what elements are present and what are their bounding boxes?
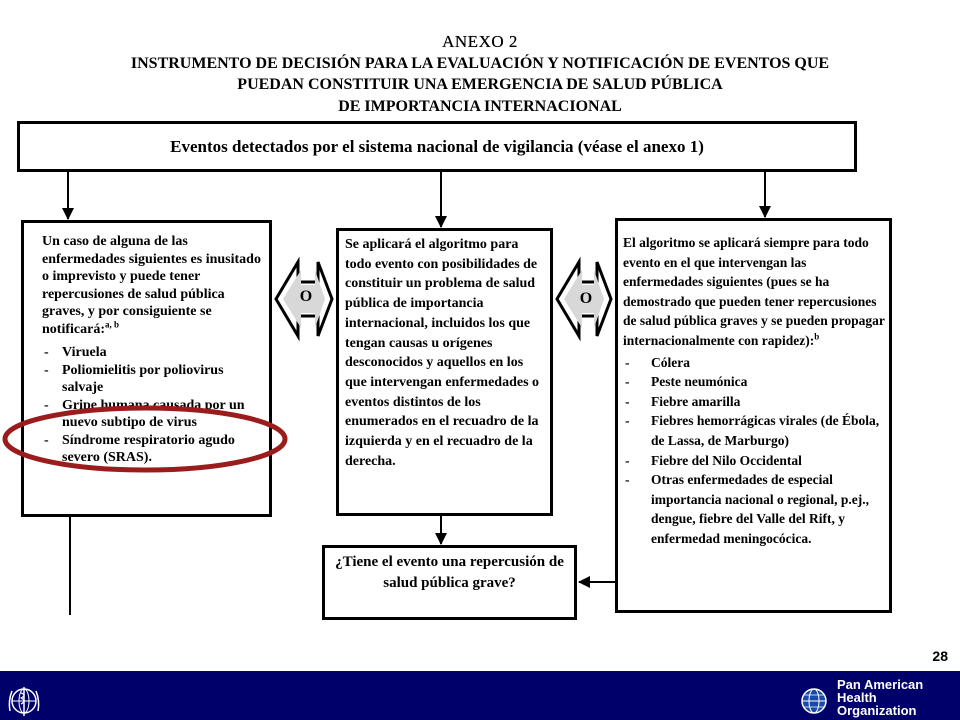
list-item: - Poliomielitis por poliovirus salvaje bbox=[42, 362, 261, 397]
surveillance-events-text: Eventos detectados por el sistema nacional de vigilancia (véase el anexo 1) bbox=[170, 136, 704, 156]
notifiable-intro bbox=[42, 233, 261, 338]
who-logo-icon bbox=[6, 683, 42, 719]
algorithm-applies-text: Se aplicará el algoritmo para todo evento con posibilidades de constituir un problema de salud pública de importancia internacional, incluidos los que tengan causas u orígenes desconocidos y aquellos en los que intervengan enfermedades o eventos distintos de los enumerados en el recuadro de la izquierda y en el recuadro de la derecha. bbox=[345, 237, 540, 469]
arrowhead-question-right bbox=[578, 576, 590, 588]
diagram-title-line-2: PUEDAN CONSTITUIR UNA EMERGENCIA DE SALUD PÚBLICA bbox=[237, 76, 723, 93]
always-algorithm-list bbox=[623, 353, 885, 549]
list-item: - Viruela bbox=[42, 344, 261, 362]
arrowhead-question bbox=[435, 533, 447, 545]
paho-name-line-3: Organization bbox=[837, 703, 917, 718]
paho-name-line-2: Health bbox=[837, 690, 877, 705]
arrowhead-right bbox=[759, 206, 771, 218]
arrowhead-middle bbox=[435, 216, 447, 228]
list-item: - Síndrome respiratorio agudo severo (SRAS). bbox=[42, 432, 261, 467]
paho-name bbox=[837, 678, 923, 717]
list-item: - Fiebre amarilla bbox=[623, 392, 885, 412]
list-item: - Gripe humana causada por un nuevo subtipo de virus bbox=[42, 397, 261, 432]
arrowhead-left bbox=[62, 208, 74, 220]
serious-impact-question-text: ¿Tiene el evento una repercusión de salud pública grave? bbox=[335, 554, 564, 591]
notifiable-intro-text: Un caso de alguna de las enfermedades siguientes es inusitado o imprevisto y puede tener repercusiones de salud pública graves, y por consiguiente se notificará: bbox=[42, 234, 261, 337]
footer-bar bbox=[0, 671, 960, 720]
or-label-right: O bbox=[579, 290, 593, 307]
paho-globe-icon bbox=[798, 685, 830, 717]
notifiable-footnote: a, b bbox=[104, 318, 119, 329]
notifiable-diseases-box bbox=[21, 220, 272, 517]
algorithm-applies-box bbox=[336, 228, 553, 516]
page-number: 28 bbox=[932, 648, 948, 664]
or-label-left: O bbox=[299, 288, 313, 305]
annex-label: ANEXO 2 bbox=[442, 32, 518, 51]
always-algorithm-footnote: b bbox=[814, 331, 820, 342]
serious-impact-question-box bbox=[322, 545, 577, 620]
diagram-title-line-3: DE IMPORTANCIA INTERNACIONAL bbox=[338, 98, 622, 115]
list-item: - Otras enfermedades de especial importancia nacional o regional, p.ej., dengue, fiebre del Valle del Rift, y enfermedad meningocócica. bbox=[623, 470, 885, 548]
list-item: - Cólera bbox=[623, 353, 885, 373]
always-algorithm-box bbox=[615, 218, 892, 613]
always-algorithm-intro-text: El algoritmo se aplicará siempre para todo evento en el que intervengan las enfermedades siguientes (pues se ha demostrado que pueden tener repercusiones de salud pública graves y se pueden propagar internacionalmente con rapidez): bbox=[623, 235, 885, 348]
list-item: - Peste neumónica bbox=[623, 372, 885, 392]
always-algorithm-intro bbox=[623, 233, 885, 351]
paho-name-line-1: Pan American bbox=[837, 677, 924, 692]
surveillance-events-box bbox=[17, 121, 857, 172]
list-item: - Fiebres hemorrágicas virales (de Ébola, de Lassa, de Marburgo) bbox=[623, 411, 885, 450]
diagram-title-line-1: INSTRUMENTO DE DECISIÓN PARA LA EVALUACIÓN Y NOTIFICACIÓN DE EVENTOS QUE bbox=[130, 55, 830, 72]
list-item: - Fiebre del Nilo Occidental bbox=[623, 451, 885, 471]
notifiable-list bbox=[42, 344, 261, 467]
